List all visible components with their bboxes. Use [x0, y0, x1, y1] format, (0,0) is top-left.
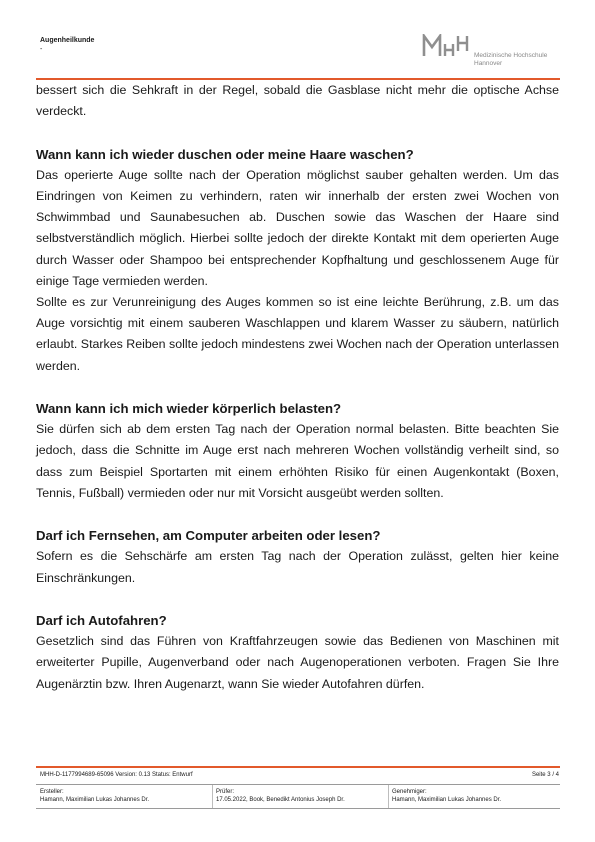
section-paragraph: Sofern es die Sehschärfe am ersten Tag nach der Operation zulässt, gelten hier keine Einschränkungen. [36, 549, 559, 585]
creator-cell [40, 788, 149, 804]
department-sublabel: - [40, 46, 43, 53]
approver-label: Genehmiger: [392, 789, 427, 795]
logo-mark-icon [422, 34, 472, 58]
logo-line-2: Hannover [474, 60, 503, 67]
reviewer-label: Prüfer: [216, 789, 235, 795]
footer-divider [36, 766, 560, 768]
approver-cell [392, 788, 501, 804]
section-paragraph: Sollte es zur Verunreinigung des Auges kommen so ist eine leichte Berührung, z.B. um das Auge vorsichtig mit einem sauberen Waschlappen und klarem Wasser zu säubern, natürlich erlaubt. Starkes Reiben sollte jedoch mindestens zwei Wochen nach der Operation unterlassen werden. [36, 295, 559, 373]
section-heading-driving: Darf ich Autofahren? [36, 613, 167, 629]
approval-table [36, 784, 560, 809]
page-number: Seite 3 / 4 [531, 772, 559, 778]
intro-paragraph: bessert sich die Sehkraft in der Regel, sobald die Gasblase nicht mehr die optische Achse verdeckt. [36, 83, 559, 119]
section-paragraph: Sie dürfen sich ab dem ersten Tag nach der Operation normal belasten. Bitte beachten Sie jedoch, dass die Schnitte im Auge erst nach mehreren Wochen vollständig verheilt sind, so dass zum Beispiel Sportarten mit einem erhöhten Risiko für einen Augenkontakt (Boxen, Tennis, Fußball) vermieden oder nur mit Vorsicht ausgeübt werden sollten. [36, 422, 559, 500]
department-label: Augenheilkunde [40, 37, 95, 44]
reviewer-value: 17.05.2022, Book, Benedikt Antonius Joseph Dr. [216, 797, 345, 803]
reviewer-cell [216, 788, 345, 804]
logo-line-1: Medizinische Hochschule [474, 52, 548, 59]
section-paragraph: Das operierte Auge sollte nach der Operation möglichst sauber gehalten werden. Um das Eindringen von Keimen zu verhindern, raten wir innerhalb der ersten zwei Wochen von Schwimmbad und Saunabesuchen ab. Duschen sowie das Waschen der Haare sind selbstverständlich möglich. Hierbei sollte jedoch der direkte Kontakt mit dem operierten Auge durch Wasser oder Shampoo bei entsprechender Kopfhaltung und geschlossenem Auge für einige Tage vermieden werden. [36, 167, 559, 288]
creator-value: Hamann, Maximilian Lukas Johannes Dr. [40, 797, 150, 803]
section-paragraph: Gesetzlich sind das Führen von Kraftfahrzeugen sowie das Bedienen von Maschinen mit erweiterter Pupille, Augenverband oder nach Augenoperationen verboten. Fragen Sie Ihre Augenärztin bzw. Ihren Augenarzt, wann Sie wieder Autofahren dürfen. [36, 634, 559, 691]
section-heading-physical: Wann kann ich mich wieder körperlich belasten? [36, 401, 342, 417]
approver-value: Hamann, Maximilian Lukas Johannes Dr. [392, 797, 502, 803]
mhh-logo [422, 34, 548, 67]
section-heading-tv-computer: Darf ich Fernsehen, am Computer arbeiten oder lesen? [36, 528, 381, 544]
logo-mark [422, 34, 472, 62]
section-heading-shower: Wann kann ich wieder duschen oder meine Haare waschen? [36, 146, 414, 162]
logo-text [474, 52, 547, 68]
document-body [36, 80, 559, 695]
document-info: MHH-D-1177994689-65096 Version: 0.13 Status: Entwurf [40, 772, 193, 778]
creator-label: Ersteller: [40, 789, 64, 795]
